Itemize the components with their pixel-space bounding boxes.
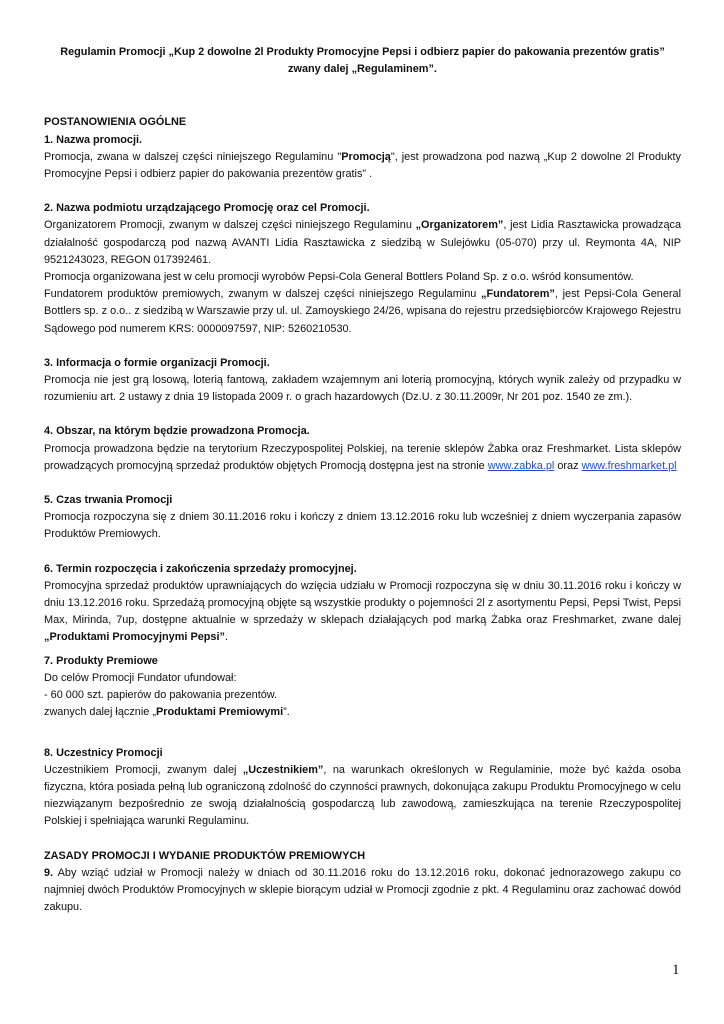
- section-1: [44, 132, 681, 184]
- section-4-text: [44, 441, 681, 475]
- section-6-bold-term: „Produktami Promocyjnymi Pepsi”: [44, 631, 225, 644]
- section-2-text-part: Fundatorem produktów premiowych, zwanym w dalszej części niniejszego Regulaminu: [44, 288, 482, 301]
- section-1-heading: 1. Nazwa promocji.: [44, 133, 143, 146]
- section-5-heading: 5. Czas trwania Promocji: [44, 494, 173, 507]
- section-3-heading: 3. Informacja o formie organizacji Promocji.: [44, 356, 270, 369]
- section-5-text: Promocja rozpoczyna się z dniem 30.11.2016 roku i kończy z dniem 13.12.2016 roku lub wcześniej z dniem wyczerpania zapasów Produktów Premiowych.: [44, 511, 681, 541]
- section-9: [44, 865, 681, 917]
- section-8-heading: 8. Uczestnicy Promocji: [44, 746, 163, 759]
- section-3-text: Promocja nie jest grą losową, loterią fantową, zakładem wzajemnym ani loterią promocyjną, których wynik zależy od przypadku w rozumieniu art. 2 ustawy z dnia 19 listopada 2009 r. o grach hazardowych (Dz.U. z 30.11.2009r, Nr 201 poz. 1540 ze zm.).: [44, 374, 681, 404]
- section-8-bold-term: „Uczestnikiem”: [242, 763, 324, 776]
- section-9-number: 9.: [44, 866, 54, 879]
- page-number: 1: [672, 962, 680, 978]
- title-line-2: zwany dalej „Regulaminem”.: [288, 63, 437, 76]
- general-provisions-heading: POSTANOWIENIA OGÓLNE: [44, 116, 187, 129]
- section-2-paragraph-1: [44, 217, 681, 269]
- section-1-text: [44, 149, 681, 183]
- section-4-text-part: Promocja prowadzona będzie na terytorium Rzeczypospolitej Polskiej, na terenie sklepów Żabka oraz Freshmarket. Lista sklepów prowadzących promocyjną sprzedaż produktów objętych Promocją dostępna jest na stronie: [44, 442, 681, 472]
- document-content: [44, 44, 681, 916]
- section-7-line-2: - 60 000 szt. papierów do pakowania prezentów.: [44, 689, 278, 702]
- section-6-text-part: .: [224, 631, 228, 644]
- rules-heading: ZASADY PROMOCJI I WYDANIE PRODUKTÓW PREMIOWYCH: [44, 849, 366, 862]
- section-8-text-part: , na warunkach określonych w Regulaminie, może być każda osoba fizyczna, która posiada pełną lub ograniczoną zdolność do czynności prawnych, dokonująca zakupu Produktu Promocyjnego w celu niezwiązanym bezpośrednio ze swoją działalnością gospodarczą lub zawodową, zamieszkująca na terenie Rzeczypospolitej Polskiej i spełniająca warunki Regulaminu.: [44, 763, 681, 828]
- section-6-text-part: Promocyjna sprzedaż produktów uprawniających do wzięcia udziału w Promocji rozpoczyna się w dniu 30.11.2016 roku i kończy w dniu 13.12.2016 roku. Sprzedażą promocyjną objęte są wszystkie produkty o pojemności 2l z asortymentu Pepsi, Pepsi Twist, Pepsi Max, Mirinda, 7up, dostępne aktualnie w sprzedaży w sklepach działających pod marką Żabka oraz Freshmarket, zwane dalej: [44, 579, 681, 627]
- section-4-heading: 4. Obszar, na którym będzie prowadzona Promocja.: [44, 425, 310, 438]
- section-2-paragraph-3: [44, 286, 681, 338]
- section-1-text-part: Promocja, zwana w dalszej części niniejszego Regulaminu ": [44, 150, 342, 163]
- section-2-text-part: , jest Lidia Rasztawicka prowadząca działalność gospodarczą pod nazwą AVANTI Lidia Rasztawicka z siedzibą w Sulejówku (05-070) przy ul. Reymonta 4A, NIP 9521243023, REGON 017392461.: [44, 219, 681, 266]
- section-7-line-3: [44, 704, 681, 721]
- section-6-heading: 6. Termin rozpoczęcia i zakończenia sprzedaży promocyjnej.: [44, 562, 357, 575]
- section-2-text-part: Organizatorem Promocji, zwanym w dalszej części niniejszego Regulaminu: [44, 219, 416, 232]
- section-7-text-part: ”.: [283, 706, 290, 719]
- section-1-bold-term: Promocją: [341, 150, 391, 163]
- section-2-bold-term: „Fundatorem”: [481, 288, 555, 301]
- section-6: [44, 561, 681, 647]
- title-line-1: Regulamin Promocji „Kup 2 dowolne 2l Produkty Promocyjne Pepsi i odbierz papier do pakowania prezentów gratis”: [60, 46, 665, 58]
- section-9-text-part: Aby wziąć udział w Promocji należy w dniach od 30.11.2016 roku do 13.12.2016 roku, dokonać jednorazowego zakupu co najmniej dwóch Produktów Promocyjnych w sklepie biorącym udział w Promocji zgodnie z pkt. 4 Regulaminu oraz zachować dowód zakupu.: [44, 866, 681, 914]
- section-7: [44, 653, 681, 722]
- section-3: [44, 355, 681, 407]
- document-title: [44, 44, 681, 78]
- section-7-heading: 7. Produkty Premiowe: [44, 654, 158, 667]
- section-7-line-1: Do celów Promocji Fundator ufundował:: [44, 671, 237, 684]
- section-2: [44, 200, 681, 338]
- section-8-text-part: Uczestnikiem Promocji, zwanym dalej: [44, 763, 243, 776]
- section-8: [44, 745, 681, 831]
- section-2-paragraph-2: Promocja organizowana jest w celu promocji wyrobów Pepsi-Cola General Bottlers Poland Sp. z o.o. wśród konsumentów.: [44, 271, 634, 284]
- zabka-link[interactable]: www.zabka.pl: [487, 459, 555, 472]
- section-7-bold-term: Produktami Premiowymi: [156, 706, 284, 719]
- section-4-text-part: oraz: [554, 459, 582, 472]
- section-6-text: [44, 578, 681, 647]
- section-7-text-part: zwanych dalej łącznie „: [44, 706, 156, 719]
- section-5: [44, 492, 681, 544]
- section-2-bold-term: „Organizatorem”: [415, 219, 504, 232]
- freshmarket-link[interactable]: www.freshmarket.pl: [581, 459, 677, 472]
- section-8-text: [44, 762, 681, 831]
- section-4: [44, 423, 681, 475]
- section-2-heading: 2. Nazwa podmiotu urządzającego Promocję oraz cel Promocji.: [44, 202, 370, 215]
- section-2-text-part: , jest Pepsi-Cola General Bottlers sp. z o.o.. z siedzibą w Warszawie przy ul. ul. Zamoyskiego 24/26, wpisana do rejestru przedsiębiorców Krajowego Rejestru Sądowego pod numerem KRS: 0000097597, NIP: 5260210530.: [44, 288, 681, 335]
- section-9-text: [44, 865, 681, 917]
- section-1-text-part: ", jest prowadzona pod nazwą „Kup 2 dowolne 2l Produkty Promocyjne Pepsi i odbierz papier do pakowania prezentów gratis” .: [44, 150, 681, 181]
